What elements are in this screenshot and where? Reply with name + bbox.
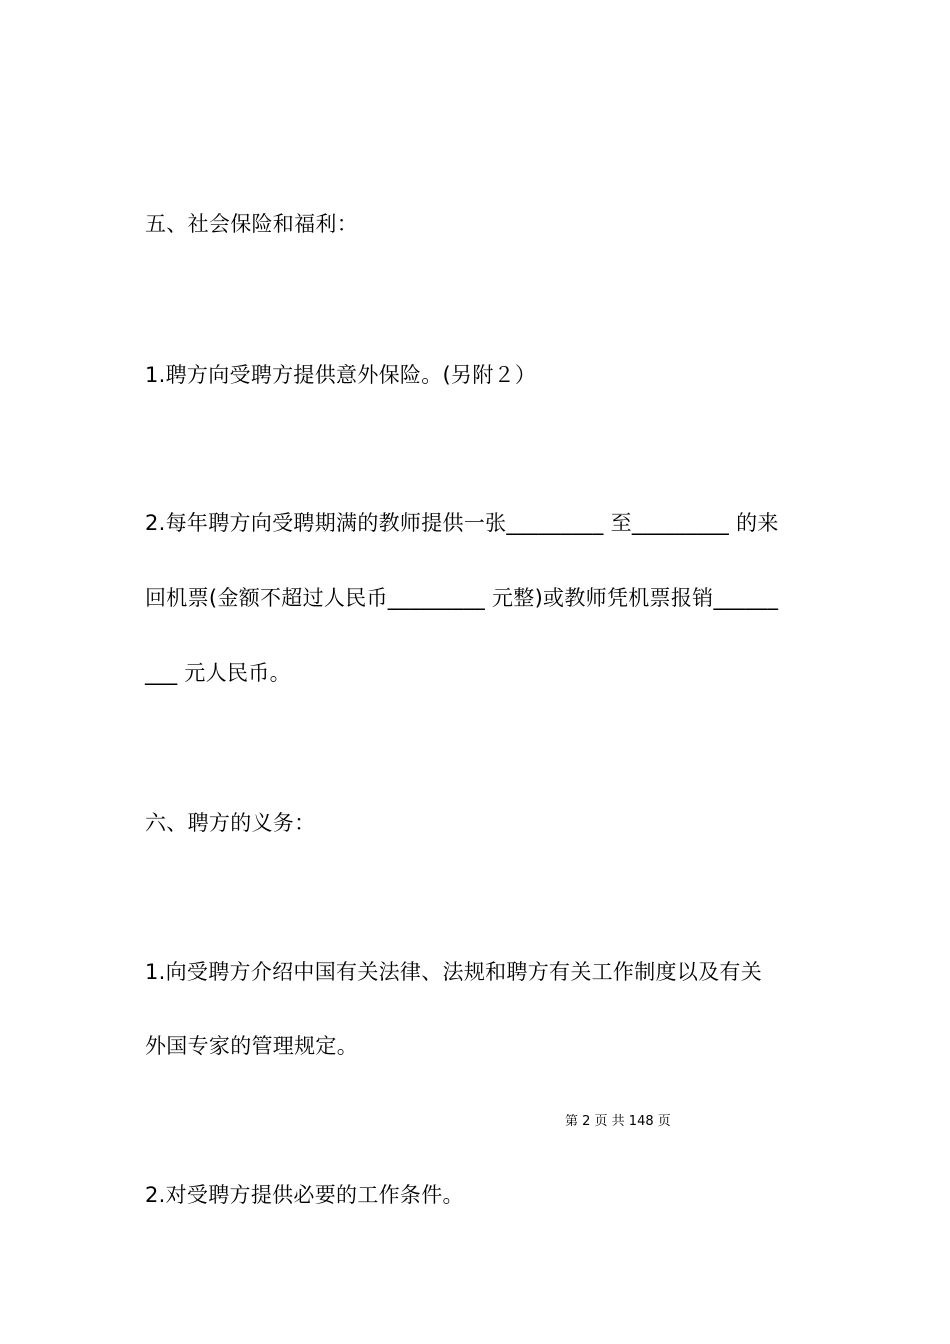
page-footer: 第 2 页 共 148 页 bbox=[565, 1114, 671, 1129]
paragraph-line: 回机票(金额不超过人民币_________ 元整)或教师凭机票报销______ bbox=[145, 586, 779, 610]
paragraph-line: 1.向受聘方介绍中国有关法律、法规和聘方有关工作制度以及有关 bbox=[145, 960, 763, 984]
paragraph-line: ___ 元人民币。 bbox=[145, 661, 291, 685]
paragraph-line: 2.对受聘方提供必要的工作条件。 bbox=[145, 1183, 464, 1207]
paragraph-line: 外国专家的管理规定。 bbox=[145, 1034, 358, 1058]
paragraph-line: 2.每年聘方向受聘期满的教师提供一张_________ 至_________ 的来 bbox=[145, 511, 779, 535]
section-heading-6: 六、聘方的义务： bbox=[145, 811, 316, 835]
section-heading-5: 五、社会保险和福利： bbox=[145, 212, 358, 236]
paragraph-line: 1.聘方向受聘方提供意外保险。(另附２） bbox=[145, 363, 537, 387]
